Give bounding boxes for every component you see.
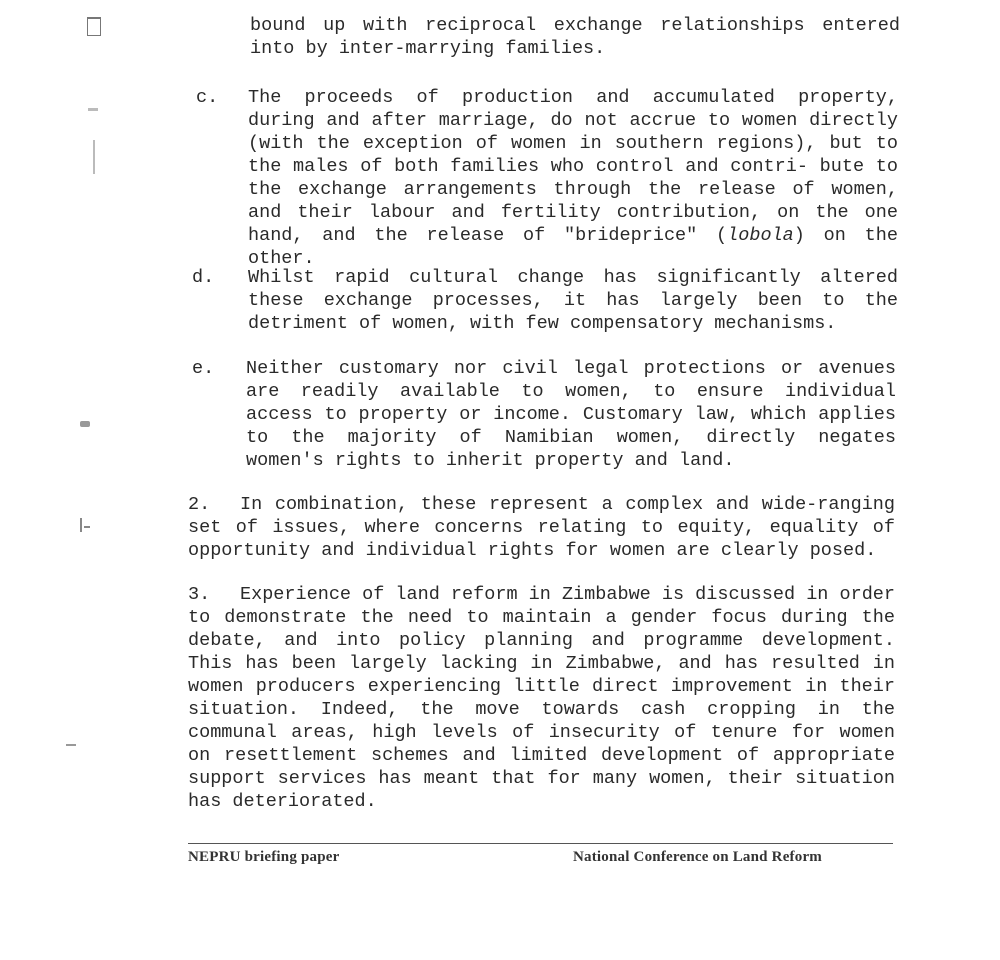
- list-item-c-text-end: ) on the other.: [248, 225, 898, 269]
- list-item-c-italic: lobola: [727, 225, 794, 246]
- paragraph-2: [188, 493, 895, 562]
- intro-continuation: bound up with reciprocal exchange relationships entered into by inter-marrying families.: [250, 15, 900, 59]
- scan-mark: [66, 744, 76, 746]
- list-item-c-text: The proceeds of production and accumulated property, during and after marriage, do not accrue to women directly (with the exception of women in southern regions), but to the males of both families who control and contri- bute to the exchange arrangements through the release of women, and their labour and fertility contribution, on the one hand, and the release of "brideprice" (: [248, 87, 898, 246]
- paragraph-3-text: Experience of land reform in Zimbabwe is discussed in order to demonstrate the need to maintain a gender focus during the debate, and into policy planning and programme development. This has been largely lacking in Zimbabwe, and has resulted in women producers experiencing little direct improvement in their situation. Indeed, the move towards cash cropping in the communal areas, high levels of insecurity of tenure for women on resettlement schemes and limited development of appropriate support services has meant that for many women, their situation has deteriorated.: [188, 584, 896, 812]
- paragraph-3: [188, 583, 895, 813]
- scan-mark: [80, 421, 90, 427]
- footer-rule: [188, 843, 893, 844]
- paragraph-2-number: 2.: [188, 494, 211, 515]
- footer-left: NEPRU briefing paper: [188, 849, 340, 865]
- scan-mark: [80, 518, 82, 532]
- list-marker-e: e.: [192, 358, 215, 379]
- paragraph-2-text: In combination, these represent a complex and wide-ranging set of issues, where concerns relating to equity, equality of opportunity and individual rights for women are clearly posed.: [188, 494, 895, 561]
- footer-right: National Conference on Land Reform: [573, 849, 823, 865]
- scan-mark-box: [87, 17, 101, 36]
- scan-mark: [93, 140, 95, 174]
- list-marker-d: d.: [192, 267, 215, 288]
- list-item-d: Whilst rapid cultural change has significantly altered these exchange processes, it has largely been to the detriment of women, with few compensatory mechanisms.: [248, 267, 898, 334]
- paragraph-3-number: 3.: [188, 584, 211, 605]
- scan-mark: [88, 108, 98, 111]
- list-item-c: [248, 86, 898, 270]
- list-marker-c: c.: [196, 87, 219, 108]
- list-item-e: Neither customary nor civil legal protections or avenues are readily available to women, to ensure individual access to property or income. Customary law, which applies to the majority of Namibian women, directly negates women's rights to inherit property and land.: [246, 358, 896, 471]
- scan-mark: [84, 526, 90, 528]
